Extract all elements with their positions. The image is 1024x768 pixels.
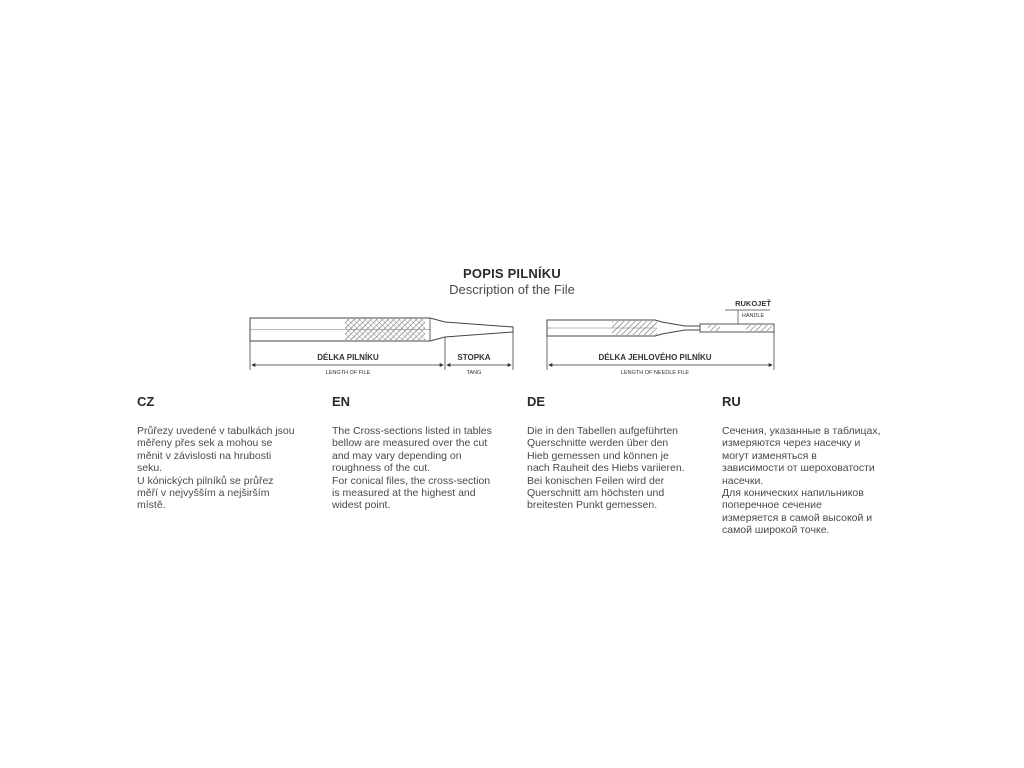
handle-label: RUKOJEŤ — [735, 299, 771, 308]
page-title: POPIS PILNÍKU — [463, 266, 561, 281]
column-en-heading: EN — [332, 394, 351, 409]
file-length-label: DÉLKA PILNÍKU — [317, 353, 379, 362]
column-de-text: Die in den Tabellen aufgeführten Querschnitte werden über den Hieb gemessen und können je nach Rauheit des Hiebs variieren. Bei konischen Feilen wird der Querschnitt am höchsten und breitesten Punkt gemessen. — [527, 425, 685, 512]
column-en-text: The Cross-sections listed in tables bellow are measured over the cut and may vary depending on roughness of the cut. For conical files, the cross-section is measured at the highest and widest point. — [332, 425, 492, 512]
tang-label: STOPKA — [457, 353, 491, 362]
file-length-sublabel: LENGTH OF FILE — [325, 370, 371, 376]
standard-file-drawing — [250, 318, 513, 370]
column-cz-heading: CZ — [137, 394, 155, 409]
column-ru-heading: RU — [722, 394, 741, 409]
handle-sublabel: HANDLE — [741, 313, 765, 319]
column-de — [527, 394, 699, 512]
column-cz — [137, 394, 309, 512]
needle-file-length-sublabel: LENGTH OF NEEDLE FILE — [620, 370, 690, 376]
column-ru-text: Сечения, указанные в таблицах, измеряются через насечку и могут изменяться в зависимости от шероховатости насечки. Для конических напильников поперечное сечение измеряется в самой высокой и самой широкой точке. — [722, 425, 881, 537]
column-de-heading: DE — [527, 394, 546, 409]
needle-file-length-label: DÉLKA JEHLOVÉHO PILNÍKU — [598, 353, 712, 362]
column-cz-text: Průřezy uvedené v tabulkách jsou měřeny přes sek a mohou se měnit v závislosti na hrubosti seku. U kónických pilníků se průřez měří v nejvyšším a nejširším místě. — [137, 425, 295, 512]
tang-sublabel: TANG — [466, 370, 482, 376]
column-ru — [722, 394, 894, 537]
page-subtitle: Description of the File — [449, 282, 575, 297]
needle-file-cut-area — [612, 321, 657, 335]
column-en — [332, 394, 504, 512]
